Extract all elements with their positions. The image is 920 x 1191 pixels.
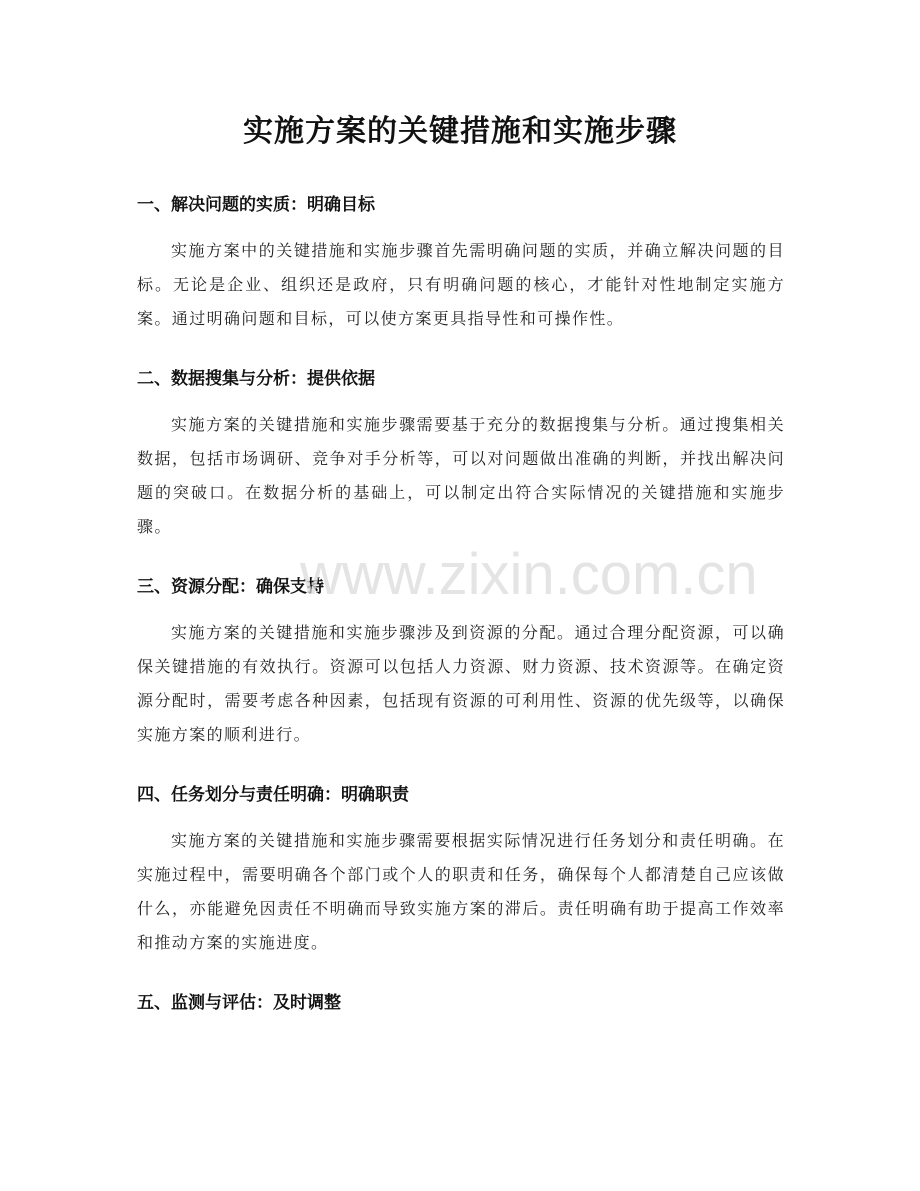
section-body-2: 实施方案的关键措施和实施步骤需要基于充分的数据搜集与分析。通过搜集相关数据，包括市场调研、竞争对手分析等，可以对问题做出准确的判断，并找出解决问题的突破口。在数据分析的基础上，可以制定出符合实际情况的关键措施和实施步骤。 xyxy=(137,415,785,536)
section-heading-4: 四、任务划分与责任明确：明确职责 xyxy=(137,785,409,805)
section-body-1: 实施方案中的关键措施和实施步骤首先需明确问题的实质，并确立解决问题的目标。无论是企业、组织还是政府，只有明确问题的核心，才能针对性地制定实施方案。通过明确问题和目标，可以使方案更具指导性和可操作性。 xyxy=(137,241,785,328)
watermark-text: www.zixin.com.cn xyxy=(300,542,758,607)
document-title: 实施方案的关键措施和实施步骤 xyxy=(243,114,677,149)
section-heading-1: 一、解决问题的实质：明确目标 xyxy=(137,195,375,215)
section-heading-3: 三、资源分配：确保支持 xyxy=(137,577,324,597)
section-heading-5: 五、监测与评估：及时调整 xyxy=(137,993,341,1013)
section-body-3: 实施方案的关键措施和实施步骤涉及到资源的分配。通过合理分配资源，可以确保关键措施的有效执行。资源可以包括人力资源、财力资源、技术资源等。在确定资源分配时，需要考虑各种因素，包括现有资源的可利用性、资源的优先级等，以确保实施方案的顺利进行。 xyxy=(137,623,785,744)
section-heading-2: 二、数据搜集与分析：提供依据 xyxy=(137,369,375,389)
section-body-4: 实施方案的关键措施和实施步骤需要根据实际情况进行任务划分和责任明确。在实施过程中，需要明确各个部门或个人的职责和任务，确保每个人都清楚自己应该做什么，亦能避免因责任不明确而导致实施方案的滞后。责任明确有助于提高工作效率和推动方案的实施进度。 xyxy=(137,831,785,952)
